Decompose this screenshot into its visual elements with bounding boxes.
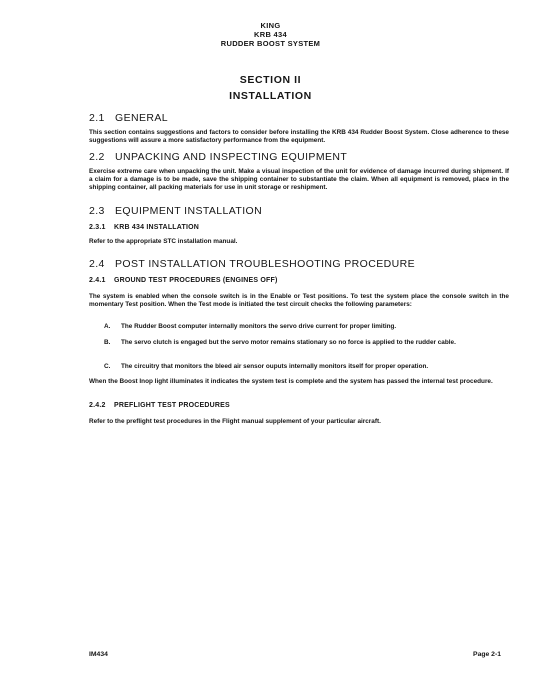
heading-2-2 (89, 151, 347, 163)
subheading-title: KRB 434 INSTALLATION (114, 224, 200, 231)
list-text: The Rudder Boost computer internally monitors the servo drive current for proper limiting. (121, 323, 397, 330)
heading-2-1 (89, 112, 168, 124)
heading-title: GENERAL (115, 112, 168, 124)
heading-number: 2.3 (89, 205, 105, 217)
heading-title: UNPACKING AND INSPECTING EQUIPMENT (115, 151, 348, 163)
header-model: KRB 434 (254, 30, 287, 39)
heading-2-4 (89, 258, 415, 270)
heading-2-3 (89, 205, 262, 217)
paragraph-boost-inop: When the Boost Inop light illuminates it indicates the system test is complete and the system has passed the internal test procedure. (89, 378, 493, 385)
list-letter: B. (104, 339, 111, 346)
paragraph-preflight: Refer to the preflight test procedures in the Flight manual supplement of your particular aircraft. (89, 418, 381, 425)
heading-number: 2.4 (89, 258, 105, 270)
heading-2-4-1 (89, 277, 278, 284)
list-letter: A. (104, 323, 111, 330)
list-text: The servo clutch is engaged but the servo motor remains stationary so no force is applied to the rudder cable. (121, 339, 456, 346)
subheading-number: 2.4.1 (89, 277, 106, 284)
heading-2-4-2 (89, 402, 230, 409)
section-number: SECTION II (239, 74, 302, 86)
subheading-title: PREFLIGHT TEST PROCEDURES (114, 402, 230, 409)
running-header (0, 21, 541, 48)
subheading-number: 2.3.1 (89, 224, 106, 231)
list-item-c (104, 363, 509, 371)
footer-page-number: Page 2-1 (473, 651, 501, 658)
list-text: The circuitry that monitors the bleed air sensor ouputs internally monitors itself for proper operation. (121, 363, 429, 370)
section-heading (0, 72, 541, 104)
paragraph-krb-installation: Refer to the appropriate STC installation manual. (89, 238, 238, 245)
heading-title: EQUIPMENT INSTALLATION (115, 205, 263, 217)
list-item-a (104, 323, 509, 331)
header-system: RUDDER BOOST SYSTEM (220, 39, 321, 48)
paragraph-ground-test: The system is enabled when the console switch is in the Enable or Test positions. To test the system place the console switch in the momentary Test position. When the Test mode is initiated the test circuit checks the following parameters: (89, 293, 509, 309)
section-title: INSTALLATION (229, 90, 312, 102)
subheading-number: 2.4.2 (89, 402, 106, 409)
paragraph-general: This section contains suggestions and factors to consider before installing the KRB 434 Rudder Boost System. Close adherence to these suggestions will assure a more satisfactory performance from the equipment. (89, 129, 509, 145)
heading-number: 2.1 (89, 112, 105, 124)
paragraph-unpacking: Exercise extreme care when unpacking the unit. Make a visual inspection of the unit for evidence of damage incurred during shipment. If a claim for a damage is to be made, save the shipping container to substantiate the claim. When all equipment is removed, place in the shipping container, all packing materials for use in unit storage or reshipment. (89, 168, 509, 192)
list-item-b (104, 339, 509, 347)
heading-number: 2.2 (89, 151, 105, 163)
heading-title: POST INSTALLATION TROUBLESHOOTING PROCEDURE (115, 258, 415, 270)
subheading-title: GROUND TEST PROCEDURES (ENGINES OFF) (114, 277, 278, 284)
heading-2-3-1 (89, 224, 199, 231)
list-letter: C. (104, 363, 111, 370)
header-brand: KING (260, 21, 281, 30)
footer-doc-id: IM434 (89, 651, 108, 658)
